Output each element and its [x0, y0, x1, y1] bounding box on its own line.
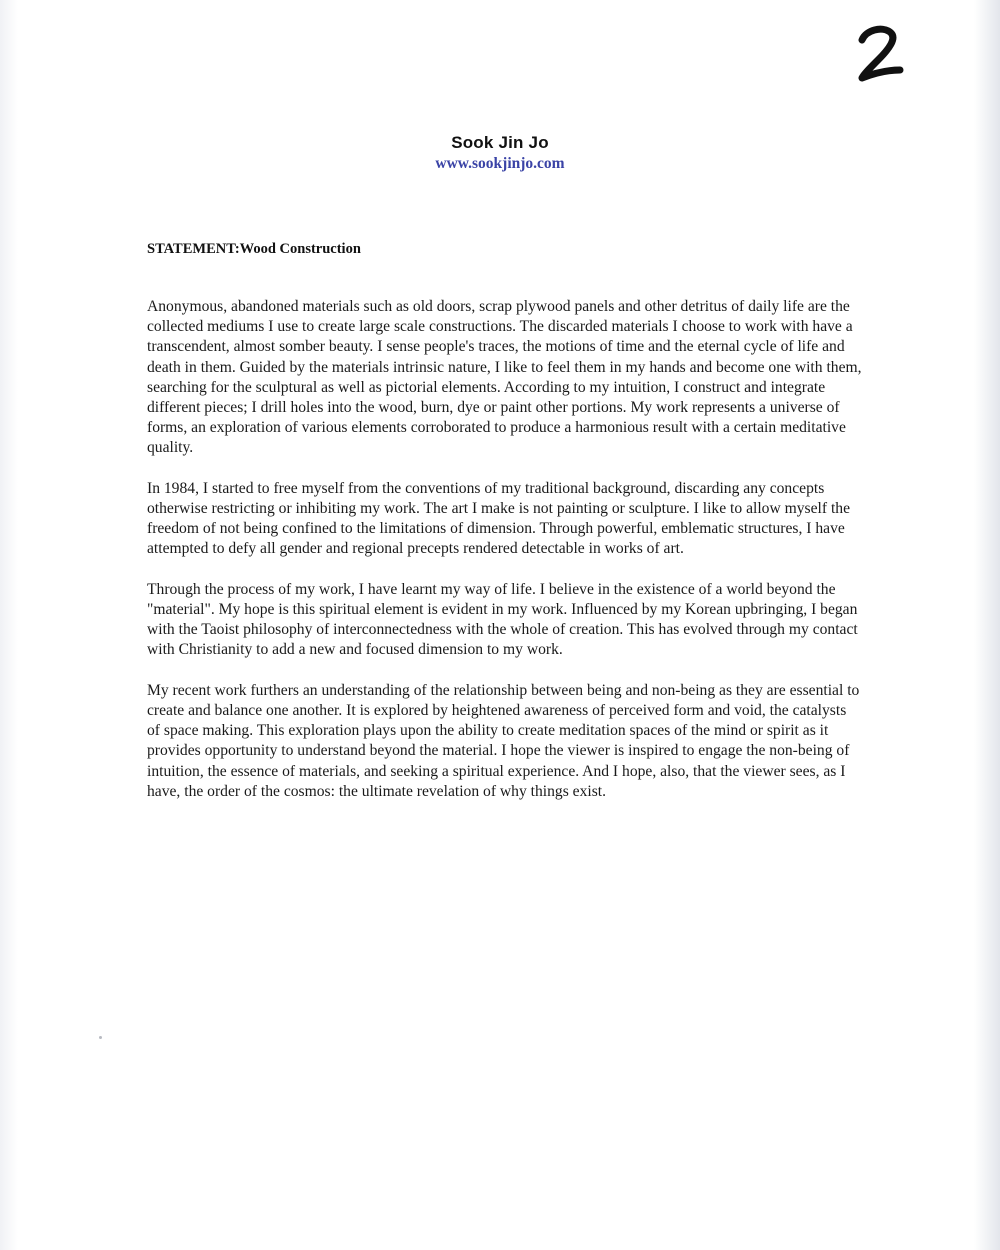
- author-name: Sook Jin Jo: [451, 133, 549, 152]
- statement-paragraph: Through the process of my work, I have learnt my way of life. I believe in the existence of a world beyond the "material". My hope is this spiritual element is evident in my work. Influenced by my Korean upbringing, I began with the Taoist philosophy of interconnectedness with the whole of creation. This has evolved through my contact with Christianity to add a new and focused dimension to my work.: [147, 580, 858, 659]
- document-header: [0, 132, 1000, 174]
- statement-paragraph: Anonymous, abandoned materials such as old doors, scrap plywood panels and other detritus of daily life are the collected mediums I use to create large scale constructions. The discarded materials I choose to work with have a transcendent, almost somber beauty. I sense people's traces, the motions of time and the eternal cycle of life and death in them. Guided by the materials intrinsic nature, I like to feel them in my hands and become one with them, searching for the sculptural as well as pictorial elements. According to my intuition, I construct and integrate different pieces; I drill holes into the wood, burn, dye or paint other portions. My work represents a universe of forms, an exploration of various elements corroborated to produce a harmonious result with a certain meditative quality.: [147, 298, 862, 457]
- scan-shadow-right: [974, 0, 1000, 1250]
- statement-paragraph: My recent work furthers an understanding of the relationship between being and non-being as they are essential to create and balance one another. It is explored by heightened awareness of perceived form and void, the catalysts of space making. This exploration plays upon the ability to create meditation spaces of the mind or spirit as it provides opportunity to understand beyond the material. I hope the viewer is inspired to engage the non-being of intuition, the essence of materials, and seeking a spiritual experience. And I hope, also, that the viewer sees, as I have, the order of the cosmos: the ultimate revelation of why things exist.: [147, 681, 860, 800]
- handwritten-page-number: [852, 20, 912, 84]
- scan-shadow-left: [0, 0, 18, 1250]
- statement-body: [147, 297, 862, 822]
- scan-speck: [99, 1036, 102, 1039]
- author-website-link[interactable]: www.sookjinjo.com: [435, 155, 565, 172]
- statement-heading: STATEMENT:Wood Construction: [147, 241, 361, 257]
- statement-paragraph: In 1984, I started to free myself from the conventions of my traditional background, discarding any concepts otherwise restricting or inhibiting my work. The art I make is not painting or sculpture. I like to allow myself the freedom of not being confined to the limitations of dimension. Through powerful, emblematic structures, I have attempted to defy all gender and regional precepts rendered detectable in works of art.: [147, 479, 851, 558]
- handwritten-numeral-icon: [852, 20, 912, 84]
